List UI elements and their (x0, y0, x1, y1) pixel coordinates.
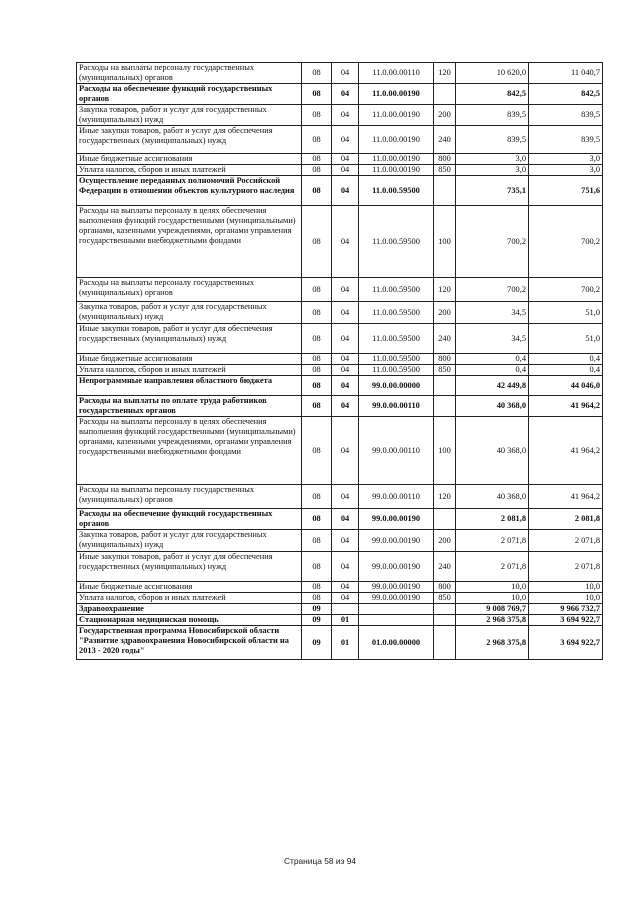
cell-razdel: 08 (302, 396, 332, 417)
cell-podrazdel: 04 (332, 165, 359, 176)
cell-podrazdel: 04 (332, 154, 359, 165)
cell-target-article: 11.0.00.59500 (359, 324, 434, 354)
cell-name: Государственная программа Новосибирской области "Развитие здравоохранения Новосибирской области на 2013 - 2020 годы" (77, 626, 302, 660)
table-row (77, 165, 603, 176)
cell-razdel: 08 (302, 530, 332, 552)
cell-podrazdel: 04 (332, 206, 359, 278)
cell-name: Закупка товаров, работ и услуг для государственных (муниципальных) нужд (77, 105, 302, 126)
cell-sum-first: 40 368,0 (456, 396, 529, 417)
table-row (77, 485, 603, 509)
cell-sum-second: 44 046,0 (529, 376, 603, 396)
cell-name: Расходы на обеспечение функций государственных органов (77, 84, 302, 105)
cell-sum-second: 751,6 (529, 176, 603, 206)
cell-sum-second: 3,0 (529, 165, 603, 176)
cell-expense-type (434, 84, 456, 105)
cell-razdel: 08 (302, 206, 332, 278)
cell-name: Расходы на выплаты персоналу государственных (муниципальных) органов (77, 485, 302, 509)
cell-sum-second: 51,0 (529, 324, 603, 354)
cell-podrazdel: 01 (332, 615, 359, 626)
cell-sum-first: 2 968 375,8 (456, 626, 529, 660)
cell-target-article: 11.0.00.59500 (359, 365, 434, 376)
cell-sum-second: 839,5 (529, 126, 603, 154)
table-row (77, 365, 603, 376)
cell-podrazdel: 04 (332, 84, 359, 105)
cell-podrazdel: 04 (332, 105, 359, 126)
cell-sum-first: 2 071,8 (456, 530, 529, 552)
cell-target-article: 11.0.00.59500 (359, 354, 434, 365)
cell-name: Иные закупки товаров, работ и услуг для обеспечения государственных (муниципальных) нужд (77, 552, 302, 582)
table-row (77, 105, 603, 126)
cell-sum-second: 839,5 (529, 105, 603, 126)
cell-expense-type: 800 (434, 154, 456, 165)
cell-target-article: 11.0.00.00190 (359, 105, 434, 126)
cell-podrazdel: 04 (332, 63, 359, 84)
cell-expense-type: 200 (434, 105, 456, 126)
cell-target-article (359, 604, 434, 615)
cell-name: Уплата налогов, сборов и иных платежей (77, 165, 302, 176)
cell-expense-type: 120 (434, 63, 456, 84)
cell-expense-type (434, 176, 456, 206)
cell-sum-second: 0,4 (529, 365, 603, 376)
cell-sum-first: 9 008 769,7 (456, 604, 529, 615)
cell-sum-first: 839,5 (456, 126, 529, 154)
cell-target-article: 99.0.00.00190 (359, 530, 434, 552)
cell-name: Иные бюджетные ассигнования (77, 154, 302, 165)
cell-name: Закупка товаров, работ и услуг для государственных (муниципальных) нужд (77, 302, 302, 324)
cell-podrazdel: 04 (332, 530, 359, 552)
cell-sum-first: 34,5 (456, 302, 529, 324)
cell-expense-type: 850 (434, 365, 456, 376)
table-row (77, 593, 603, 604)
cell-expense-type: 850 (434, 593, 456, 604)
cell-sum-first: 2 968 375,8 (456, 615, 529, 626)
cell-razdel: 08 (302, 154, 332, 165)
cell-expense-type: 800 (434, 354, 456, 365)
cell-sum-first: 2 071,8 (456, 552, 529, 582)
cell-sum-second: 2 071,8 (529, 530, 603, 552)
cell-sum-second: 700,2 (529, 206, 603, 278)
cell-target-article: 11.0.00.00110 (359, 63, 434, 84)
table-row (77, 354, 603, 365)
cell-sum-first: 40 368,0 (456, 485, 529, 509)
cell-podrazdel: 04 (332, 126, 359, 154)
cell-name: Осуществление переданных полномочий Российской Федерации в отношении объектов культурного наследия (77, 176, 302, 206)
cell-podrazdel: 04 (332, 278, 359, 302)
cell-name: Закупка товаров, работ и услуг для государственных (муниципальных) нужд (77, 530, 302, 552)
cell-name: Иные бюджетные ассигнования (77, 582, 302, 593)
cell-sum-first: 839,5 (456, 105, 529, 126)
cell-podrazdel: 04 (332, 552, 359, 582)
table-row (77, 552, 603, 582)
cell-target-article: 11.0.00.00190 (359, 126, 434, 154)
cell-razdel: 08 (302, 509, 332, 530)
cell-expense-type: 200 (434, 530, 456, 552)
table-row (77, 278, 603, 302)
cell-sum-second: 41 964,2 (529, 396, 603, 417)
cell-sum-first: 735,1 (456, 176, 529, 206)
cell-sum-second: 700,2 (529, 278, 603, 302)
cell-sum-second: 10,0 (529, 582, 603, 593)
cell-name: Стационарная медицинская помощь (77, 615, 302, 626)
cell-sum-second: 41 964,2 (529, 485, 603, 509)
cell-target-article: 11.0.00.59500 (359, 302, 434, 324)
cell-razdel: 08 (302, 376, 332, 396)
cell-expense-type: 240 (434, 552, 456, 582)
cell-sum-first: 40 368,0 (456, 417, 529, 485)
cell-expense-type: 850 (434, 165, 456, 176)
cell-expense-type: 200 (434, 302, 456, 324)
cell-razdel: 08 (302, 105, 332, 126)
cell-sum-first: 0,4 (456, 365, 529, 376)
cell-target-article: 01.0.00.00000 (359, 626, 434, 660)
cell-podrazdel: 04 (332, 176, 359, 206)
page-number: Страница 58 из 94 (283, 856, 357, 866)
cell-sum-first: 42 449,8 (456, 376, 529, 396)
cell-target-article (359, 615, 434, 626)
table-row (77, 63, 603, 84)
cell-target-article: 99.0.00.00110 (359, 396, 434, 417)
cell-razdel: 08 (302, 552, 332, 582)
table-row (77, 604, 603, 615)
table-row (77, 615, 603, 626)
cell-razdel: 08 (302, 354, 332, 365)
table-row (77, 154, 603, 165)
table-row (77, 509, 603, 530)
cell-target-article: 99.0.00.00190 (359, 593, 434, 604)
table-row (77, 324, 603, 354)
table-row (77, 582, 603, 593)
cell-sum-second: 3,0 (529, 154, 603, 165)
cell-expense-type (434, 626, 456, 660)
cell-name: Расходы на обеспечение функций государственных органов (77, 509, 302, 530)
cell-podrazdel: 04 (332, 417, 359, 485)
cell-target-article: 11.0.00.00190 (359, 154, 434, 165)
cell-target-article: 11.0.00.59500 (359, 278, 434, 302)
cell-razdel: 08 (302, 278, 332, 302)
cell-target-article: 99.0.00.00110 (359, 417, 434, 485)
cell-name: Уплата налогов, сборов и иных платежей (77, 593, 302, 604)
budget-table (76, 62, 603, 660)
cell-podrazdel: 04 (332, 509, 359, 530)
cell-target-article: 99.0.00.00190 (359, 509, 434, 530)
cell-name: Уплата налогов, сборов и иных платежей (77, 365, 302, 376)
cell-target-article: 99.0.00.00190 (359, 552, 434, 582)
cell-name: Иные закупки товаров, работ и услуг для обеспечения государственных (муниципальных) нужд (77, 126, 302, 154)
cell-expense-type: 100 (434, 417, 456, 485)
cell-podrazdel: 04 (332, 365, 359, 376)
cell-podrazdel: 01 (332, 626, 359, 660)
cell-expense-type: 240 (434, 324, 456, 354)
cell-podrazdel: 04 (332, 582, 359, 593)
cell-sum-second: 0,4 (529, 354, 603, 365)
cell-razdel: 08 (302, 365, 332, 376)
cell-podrazdel (332, 604, 359, 615)
cell-sum-second: 10,0 (529, 593, 603, 604)
cell-podrazdel: 04 (332, 354, 359, 365)
cell-sum-second: 41 964,2 (529, 417, 603, 485)
budget-table-body (77, 63, 603, 660)
cell-podrazdel: 04 (332, 302, 359, 324)
cell-sum-first: 0,4 (456, 354, 529, 365)
cell-razdel: 09 (302, 604, 332, 615)
table-row (77, 530, 603, 552)
cell-name: Здравоохранение (77, 604, 302, 615)
cell-sum-first: 10 620,0 (456, 63, 529, 84)
cell-podrazdel: 04 (332, 396, 359, 417)
table-row (77, 302, 603, 324)
cell-name: Расходы на выплаты персоналу в целях обеспечения выполнения функций государственными (муниципальными) органами, казенными учреждениями, органами управления государственными внебюджетными фондами (77, 206, 302, 278)
cell-target-article: 11.0.00.59500 (359, 176, 434, 206)
table-row (77, 84, 603, 105)
cell-expense-type (434, 376, 456, 396)
cell-expense-type: 120 (434, 485, 456, 509)
cell-target-article: 11.0.00.59500 (359, 206, 434, 278)
cell-razdel: 09 (302, 626, 332, 660)
cell-sum-first: 842,5 (456, 84, 529, 105)
cell-razdel: 08 (302, 63, 332, 84)
cell-razdel: 08 (302, 165, 332, 176)
cell-sum-second: 51,0 (529, 302, 603, 324)
cell-podrazdel: 04 (332, 593, 359, 604)
cell-target-article: 99.0.00.00110 (359, 485, 434, 509)
cell-razdel: 08 (302, 84, 332, 105)
cell-expense-type: 240 (434, 126, 456, 154)
cell-name: Расходы на выплаты персоналу государственных (муниципальных) органов (77, 63, 302, 84)
cell-sum-first: 10,0 (456, 593, 529, 604)
cell-name: Расходы на выплаты по оплате труда работников государственных органов (77, 396, 302, 417)
cell-razdel: 08 (302, 324, 332, 354)
cell-name: Расходы на выплаты персоналу государственных (муниципальных) органов (77, 278, 302, 302)
cell-target-article: 99.0.00.00190 (359, 582, 434, 593)
cell-razdel: 08 (302, 582, 332, 593)
table-row (77, 176, 603, 206)
cell-name: Расходы на выплаты персоналу в целях обеспечения выполнения функций государственными (муниципальными) органами, казенными учреждениями, органами управления государственными внебюджетными фондами (77, 417, 302, 485)
cell-sum-second: 3 694 922,7 (529, 615, 603, 626)
cell-sum-second: 9 966 732,7 (529, 604, 603, 615)
table-row (77, 126, 603, 154)
cell-razdel: 08 (302, 176, 332, 206)
cell-sum-second: 11 040,7 (529, 63, 603, 84)
cell-razdel: 08 (302, 485, 332, 509)
table-row (77, 206, 603, 278)
cell-expense-type (434, 604, 456, 615)
cell-name: Иные бюджетные ассигнования (77, 354, 302, 365)
cell-name: Иные закупки товаров, работ и услуг для обеспечения государственных (муниципальных) нужд (77, 324, 302, 354)
cell-sum-first: 34,5 (456, 324, 529, 354)
table-row (77, 396, 603, 417)
table-row (77, 376, 603, 396)
cell-sum-second: 2 081,8 (529, 509, 603, 530)
cell-podrazdel: 04 (332, 324, 359, 354)
cell-podrazdel: 04 (332, 376, 359, 396)
cell-sum-first: 10,0 (456, 582, 529, 593)
cell-expense-type: 800 (434, 582, 456, 593)
cell-expense-type (434, 509, 456, 530)
cell-sum-second: 842,5 (529, 84, 603, 105)
cell-sum-second: 3 694 922,7 (529, 626, 603, 660)
cell-expense-type: 100 (434, 206, 456, 278)
cell-razdel: 08 (302, 126, 332, 154)
cell-razdel: 08 (302, 593, 332, 604)
cell-sum-first: 700,2 (456, 278, 529, 302)
cell-podrazdel: 04 (332, 485, 359, 509)
cell-razdel: 08 (302, 417, 332, 485)
cell-target-article: 99.0.00.00000 (359, 376, 434, 396)
table-row (77, 417, 603, 485)
cell-sum-second: 2 071,8 (529, 552, 603, 582)
cell-sum-first: 2 081,8 (456, 509, 529, 530)
cell-razdel: 09 (302, 615, 332, 626)
cell-expense-type (434, 615, 456, 626)
cell-target-article: 11.0.00.00190 (359, 84, 434, 105)
cell-sum-first: 3,0 (456, 165, 529, 176)
cell-name: Непрограммные направления областного бюджета (77, 376, 302, 396)
cell-expense-type: 120 (434, 278, 456, 302)
cell-target-article: 11.0.00.00190 (359, 165, 434, 176)
cell-expense-type (434, 396, 456, 417)
table-row (77, 626, 603, 660)
cell-razdel: 08 (302, 302, 332, 324)
cell-sum-first: 700,2 (456, 206, 529, 278)
cell-sum-first: 3,0 (456, 154, 529, 165)
